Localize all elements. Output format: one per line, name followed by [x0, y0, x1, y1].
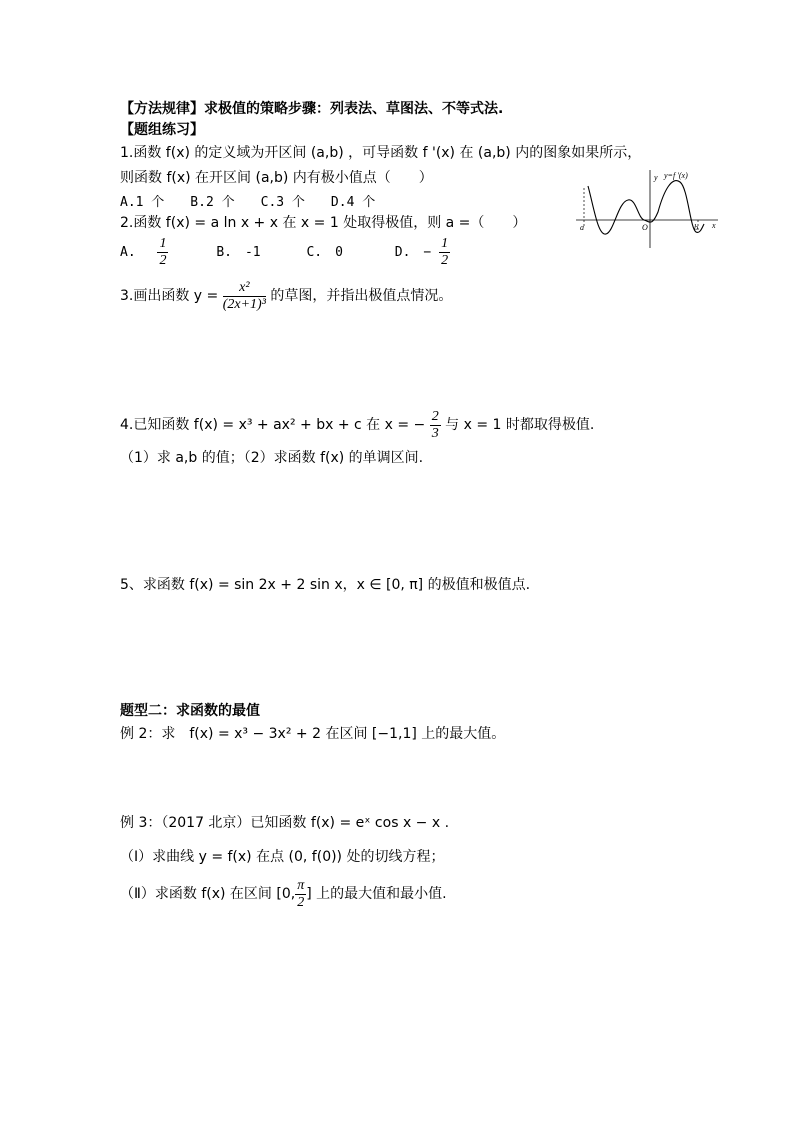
q3-num: x²: [223, 280, 266, 297]
q2-options: [120, 236, 450, 270]
q3-den: (2x+1)³: [222, 296, 266, 312]
graph-b-label: b: [694, 223, 698, 232]
example3-part2-fraction: [295, 878, 306, 911]
q5-line: 5、求函数 f(x) = sin 2x + 2 sin x，x ∈ [0, π] 的极值和极值点.: [120, 577, 531, 593]
q4-prefix: 4.已知函数 f(x) = x³ + ax² + bx + c 在 x = −: [120, 417, 426, 433]
q2-option-a-label: A.: [120, 245, 136, 260]
graph-origin-label: O: [642, 223, 648, 232]
q2-stem: 2.函数 f(x) = a ln x + x 在 x = 1 处取得极值，则 a =（ ）: [120, 215, 527, 231]
example3-part2-den: 2: [297, 894, 305, 910]
q2-option-c: C. 0: [306, 245, 343, 260]
q4-line: [120, 408, 594, 442]
q3-line: [120, 279, 452, 313]
graph-a-label: a: [580, 223, 584, 232]
method-rule-heading: 【方法规律】: [120, 101, 204, 117]
method-rule-line: [120, 99, 503, 119]
derivative-graph: [572, 168, 722, 250]
example3-part2-prefix: （Ⅱ）求函数 f(x) 在区间 [0,: [120, 886, 296, 902]
example3-part1: （Ⅰ）求曲线 y = f(x) 在点 (0, f(0)) 处的切线方程；: [120, 849, 445, 865]
example3: 例 3：（2017 北京）已知函数 f(x) = eˣ cos x − x .: [120, 815, 450, 831]
graph-curve-label: y=f '(x): [664, 171, 688, 180]
graph-x-label: x: [712, 221, 716, 230]
method-rule-text: 求极值的策略步骤：列表法、草图法、不等式法.: [204, 101, 504, 117]
q2-option-d-num: 1: [441, 236, 449, 251]
type2-heading: 题型二：求函数的最值: [120, 703, 260, 719]
example3-part2: [120, 874, 447, 914]
q2-option-a-fraction: [157, 236, 168, 269]
q2-option-b: B. -1: [216, 245, 261, 260]
q2-option-d-label: D. −: [394, 245, 432, 260]
q4-suffix: 与 x = 1 时都取得极值.: [445, 417, 595, 433]
q3-prefix: 3.画出函数 y =: [120, 288, 219, 304]
q3-suffix: 的草图，并指出极值点情况。: [270, 288, 453, 304]
q4-num: 2: [431, 408, 439, 424]
q2-option-a-num: 1: [159, 236, 167, 251]
practice-heading: 【题组练习】: [120, 122, 204, 138]
example2: 例 2：求 f(x) = x³ − 3x² + 2 在区间 [−1,1] 上的最大值。: [120, 726, 506, 742]
q4-fraction: [430, 409, 441, 442]
graph-y-label: y: [654, 173, 658, 182]
q1-line2: 则函数 f(x) 在开区间 (a,b) 内有极小值点（ ）: [120, 170, 433, 186]
q2-option-a-den: 2: [159, 253, 167, 268]
example3-part2-num: π: [297, 877, 305, 893]
q3-fraction: [223, 280, 266, 313]
q4-den: 3: [431, 425, 439, 441]
q4-sub: （1）求 a,b 的值；（2）求函数 f(x) 的单调区间.: [120, 450, 424, 466]
q2-option-d-fraction: [439, 236, 450, 269]
q2-option-d-den: 2: [441, 253, 449, 268]
example3-part2-suffix: ] 上的最大值和最小值.: [306, 886, 447, 902]
q1-line1: 1.函数 f(x) 的定义域为开区间 (a,b) ，可导函数 f '(x) 在 (a,b) 内的图象如果所示，: [120, 145, 642, 161]
q1-options: A.1 个 B.2 个 C.3 个 D.4 个: [120, 195, 376, 210]
